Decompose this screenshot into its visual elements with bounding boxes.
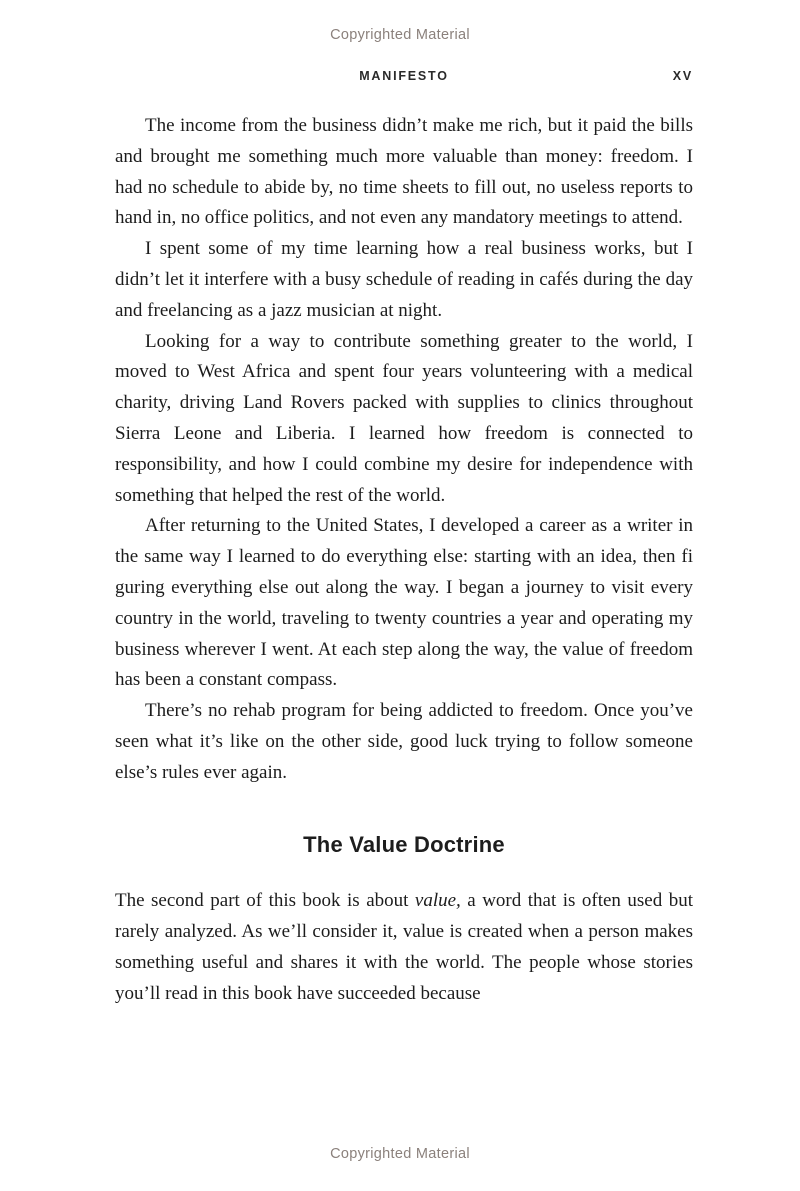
paragraph-text-after: a word that is often used but rarely analyzed. As we’ll consider it, value is created when a person makes something useful and shares it with the world. The people whose stories you’ll read in this book have succeeded because bbox=[115, 890, 693, 1004]
paragraph-west-africa: Looking for a way to contribute something greater to the world, I moved to West Africa and spent four years volunteering with a medical charity, driving Land Rovers packed with supplies to clinics throughout Sierra Leone and Liberia. I learned how freedom is connected to responsibility, and how I could combine my desire for independence with something that helped the rest of the world. bbox=[115, 330, 693, 506]
section-heading: The Value Doctrine bbox=[303, 831, 505, 857]
running-header-title: MANIFESTO bbox=[359, 69, 449, 83]
page-number: XV bbox=[672, 69, 693, 83]
copyright-notice-bottom: Copyrighted Material bbox=[330, 1146, 470, 1162]
paragraph-value-doctrine bbox=[115, 886, 693, 1009]
running-header bbox=[115, 69, 693, 87]
italic-term-value: value, bbox=[414, 890, 461, 912]
paragraph-text-before: The second part of this book is about bbox=[115, 890, 415, 912]
paragraph-writer-career: After returning to the United States, I developed a career as a writer in the same way I learned to do everything else: starting with an idea, then fi guring everything else out along the way. I began a journey to visit every country in the world, traveling to twenty countries a year and operating my business wherever I went. At each step along the way, the value of freedom has been a constant compass. bbox=[115, 515, 693, 691]
paragraph-income: The income from the business didn’t make me rich, but it paid the bills and brought me something much more valuable than money: freedom. I had no schedule to abide by, no time sheets to fill out, no useless reports to hand in, no office politics, and not even any mandatory meetings to attend. bbox=[115, 115, 693, 229]
paragraph-learning: I spent some of my time learning how a real business works, but I didn’t let it interfere with a busy schedule of reading in cafés during the day and freelancing as a jazz musician at night. bbox=[115, 238, 693, 321]
copyright-notice-top: Copyrighted Material bbox=[330, 27, 470, 43]
body-text-block bbox=[115, 111, 693, 1010]
paragraph-rehab: There’s no rehab program for being addicted to freedom. Once you’ve seen what it’s like on the other side, good luck trying to follow someone else’s rules ever again. bbox=[115, 700, 693, 783]
